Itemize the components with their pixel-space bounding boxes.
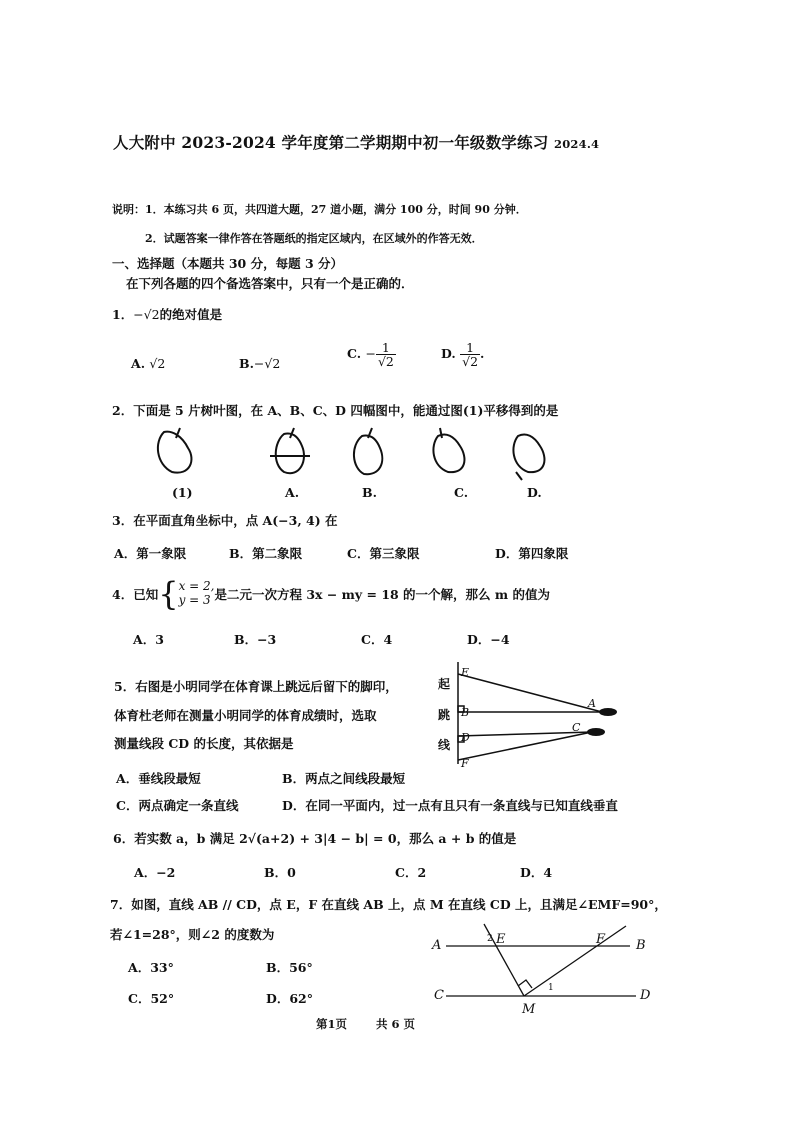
q5-point-b: B (461, 706, 470, 719)
q5-char-xian: 线 (438, 738, 451, 752)
leaf-a-icon (270, 428, 310, 473)
q2-label-d: D. (527, 485, 542, 500)
q2-leaf-figures (150, 424, 550, 484)
q7-option-b: B．56° (266, 960, 313, 975)
q7-point-m: M (522, 1002, 536, 1017)
question-3-stem: 3．在平面直角坐标中，点 A(−3, 4) 在 (112, 513, 338, 528)
q5-point-c: C (572, 721, 581, 734)
q2-label-1: (1) (172, 485, 193, 500)
q4-option-a: A．3 (133, 632, 164, 647)
title-text: 人大附中 2023-2024 学年度第二学期期中初一年级数学练习 (113, 133, 549, 152)
question-4-stem: 4．已知{ x = 2, y = 3 是二元一次方程 3x − my = 18 的一个解，那么 m 的值为 (112, 575, 550, 613)
q7-option-d: D．62° (266, 991, 313, 1006)
q5-option-c: C．两点确定一条直线 (116, 798, 239, 813)
q5-point-d: D (461, 731, 470, 744)
q7-point-e: E (496, 932, 506, 947)
question-1-stem (112, 305, 222, 323)
q2-label-a: A. (285, 485, 300, 500)
question-5-line-1: 5．右图是小明同学在体育课上跳远后留下的脚印， (114, 679, 398, 694)
q4-option-b: B．−3 (234, 632, 277, 647)
q6-option-a: A．−2 (134, 865, 176, 880)
q3-option-b: B．第二象限 (229, 546, 303, 561)
q3-option-c: C．第三象限 (347, 546, 420, 561)
q7-point-b: B (636, 938, 646, 953)
leaf-b-icon (354, 428, 382, 474)
leaf-c-icon (433, 428, 464, 472)
q5-point-e: E (461, 666, 470, 679)
q7-angle-1: 1 (548, 983, 554, 993)
question-6-stem: 6．若实数 a，b 满足 2√(a+2) + 3|4 − b| = 0，那么 a + b 的值是 (113, 831, 517, 846)
q4-option-c: C．4 (361, 632, 393, 647)
title-date: 2024.4 (554, 137, 600, 151)
section-heading: 一、选择题（本题共 30 分，每题 3 分） (112, 256, 344, 271)
q7-figure (440, 920, 670, 1010)
q1-option-a: A. √2 (131, 356, 166, 371)
page-title (113, 131, 599, 153)
section-instruction: 在下列各题的四个备选答案中，只有一个是正确的． (126, 276, 414, 291)
q5-option-b: B．两点之间线段最短 (282, 771, 406, 786)
q2-label-c: C. (454, 485, 469, 500)
question-2-stem: 2．下面是 5 片树叶图，在 A、B、C、D 四幅图中，能通过图(1)平移得到的是 (112, 403, 559, 418)
q7-angle-2: 2 (487, 934, 493, 944)
q7-option-a: A．33° (128, 960, 174, 975)
question-7-line-1: 7．如图，直线 AB // CD，点 E，F 在直线 AB 上，点 M 在直线 CD 上，且满足∠EMF=90°， (110, 897, 667, 912)
q1-option-d: D. $\frac{1}{√2}$ . (441, 340, 485, 370)
leaf-d-icon (513, 434, 544, 480)
leaf-1-icon (158, 428, 192, 473)
question-5-line-3: 测量线段 CD 的长度，其依据是 (114, 736, 294, 751)
q7-option-c: C．52° (128, 991, 175, 1006)
footer-total: 共 6 页 (376, 1017, 416, 1031)
q7-point-a: A (432, 938, 442, 953)
q5-point-a: A (588, 697, 596, 710)
q6-option-b: B．0 (264, 865, 296, 880)
q2-label-b: B. (362, 485, 377, 500)
question-7-line-2: 若∠1=28°，则∠2 的度数为 (110, 927, 275, 942)
q1-number: 1． (112, 307, 134, 322)
q1-option-c: C. − $\frac{1}{√2}$ (347, 340, 394, 370)
question-5-line-2: 体育杜老师在测量小明同学的体育成绩时，选取 (114, 708, 377, 723)
q4-option-d: D．−4 (467, 632, 510, 647)
notes-line-1: 说明：1．本练习共 6 页，共四道大题，27 道小题，满分 100 分，时间 90 分钟． (112, 203, 527, 216)
q7-point-f: F (596, 932, 606, 947)
q3-option-a: A．第一象限 (114, 546, 187, 561)
footer-page: 第1页 (316, 1017, 348, 1031)
q1-value: −√2 (133, 307, 160, 322)
q7-point-c: C (434, 988, 444, 1003)
q7-point-d: D (640, 988, 651, 1003)
q1-suffix: 的绝对值是 (159, 307, 223, 322)
q5-option-a: A．垂线段最短 (116, 771, 201, 786)
q6-option-c: C．2 (395, 865, 427, 880)
q5-char-qi: 起 (438, 677, 451, 691)
notes-line-2: 2．试题答案一律作答在答题纸的指定区域内，在区域外的作答无效． (145, 232, 483, 245)
q5-option-d: D．在同一平面内，过一点有且只有一条直线与已知直线垂直 (282, 798, 618, 813)
q5-point-f: F (461, 757, 469, 770)
q1-option-b: B.−√2 (239, 356, 281, 371)
q5-char-tiao: 跳 (438, 708, 451, 722)
q3-option-d: D．第四象限 (495, 546, 569, 561)
q6-option-d: D．4 (520, 865, 553, 880)
